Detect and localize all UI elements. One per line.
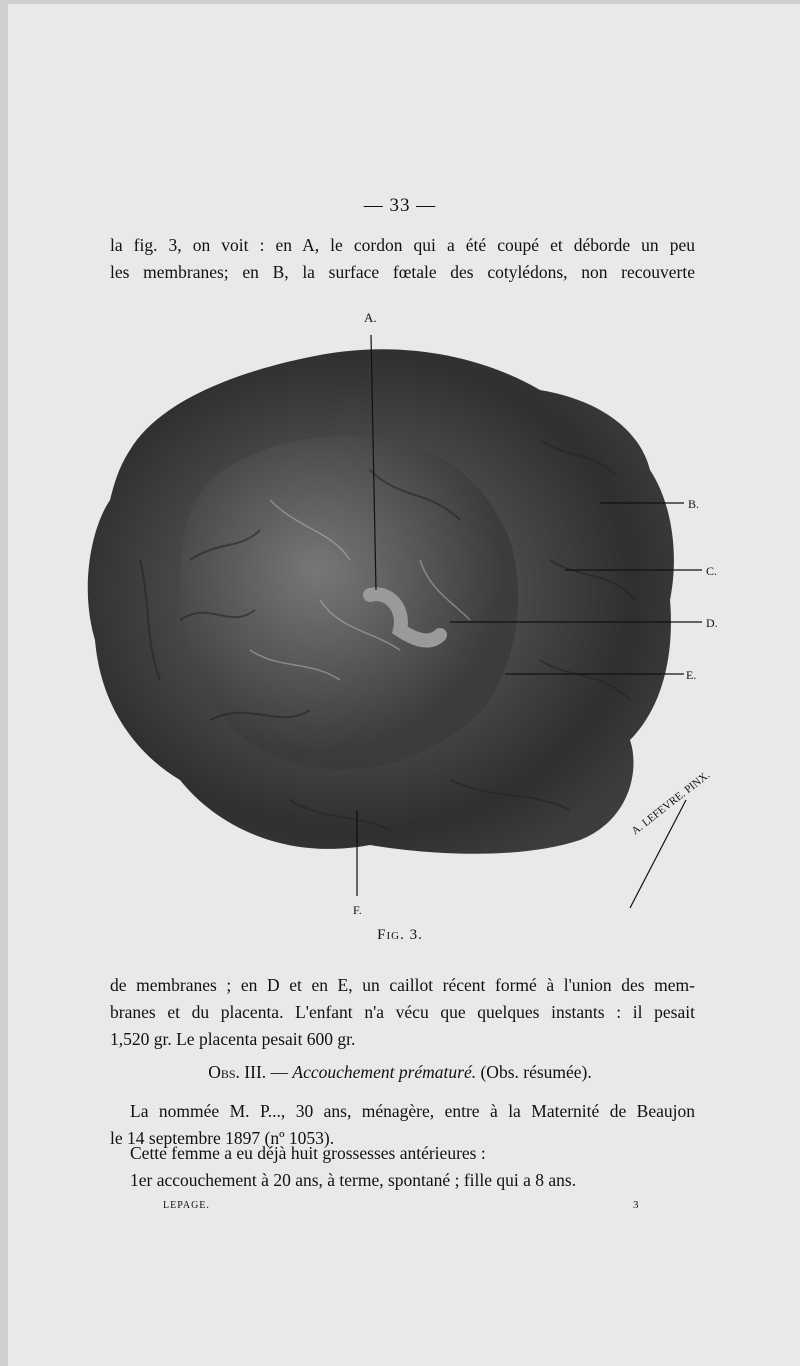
observation-title <box>0 1062 800 1083</box>
observation-paragraph-2 <box>110 1140 695 1194</box>
footer-signature-mark: 3 <box>633 1199 639 1211</box>
text-line: La nommée M. P..., 30 ans, ménagère, entre à la Maternité de Beaujon <box>130 1101 695 1121</box>
text-line: Cette femme a eu déjà huit grossesses antérieures : <box>130 1143 486 1163</box>
fetal-surface <box>180 436 518 770</box>
label-f: F. <box>353 903 362 917</box>
label-b: B. <box>688 497 700 511</box>
text-line: les membranes; en B, la surface fœtale des cotylédons, non recouverte <box>110 262 695 282</box>
text-line: 1er accouchement à 20 ans, à terme, spontané ; fille qui a 8 ans. <box>130 1170 577 1190</box>
artist-signature: A. LEFEVRE. PINX. <box>629 769 713 838</box>
page-number: — 33 — <box>363 195 437 216</box>
text-line: la fig. 3, on voit : en A, le cordon qui a été coupé et déborde un peu <box>110 235 695 255</box>
top-paragraph <box>110 232 695 286</box>
text-line: branes et du placenta. L'enfant n'a vécu que quelques instants : il pesait <box>110 1002 695 1022</box>
text-line: 1,520 gr. Le placenta pesait 600 gr. <box>110 1029 356 1049</box>
obs-note: (Obs. résumée). <box>476 1062 592 1082</box>
text-line: de membranes ; en D et en E, un caillot récent formé à l'union des mem- <box>110 975 695 995</box>
obs-dash: — <box>266 1062 293 1082</box>
obs-number: Obs. III. <box>208 1062 267 1082</box>
label-d: D. <box>706 616 718 630</box>
label-a: A. <box>364 310 377 325</box>
text-line: le 14 septembre 1897 (nº 1053). <box>110 1128 335 1148</box>
figure-caption: Fig. 3. <box>377 927 423 943</box>
obs-heading: Accouchement prématuré. <box>292 1062 477 1082</box>
label-e: E. <box>686 668 697 682</box>
placenta-figure <box>70 300 740 920</box>
bottom-paragraph <box>110 972 695 1053</box>
footer-author: LEPAGE. <box>163 1200 210 1211</box>
label-c: C. <box>706 564 718 578</box>
